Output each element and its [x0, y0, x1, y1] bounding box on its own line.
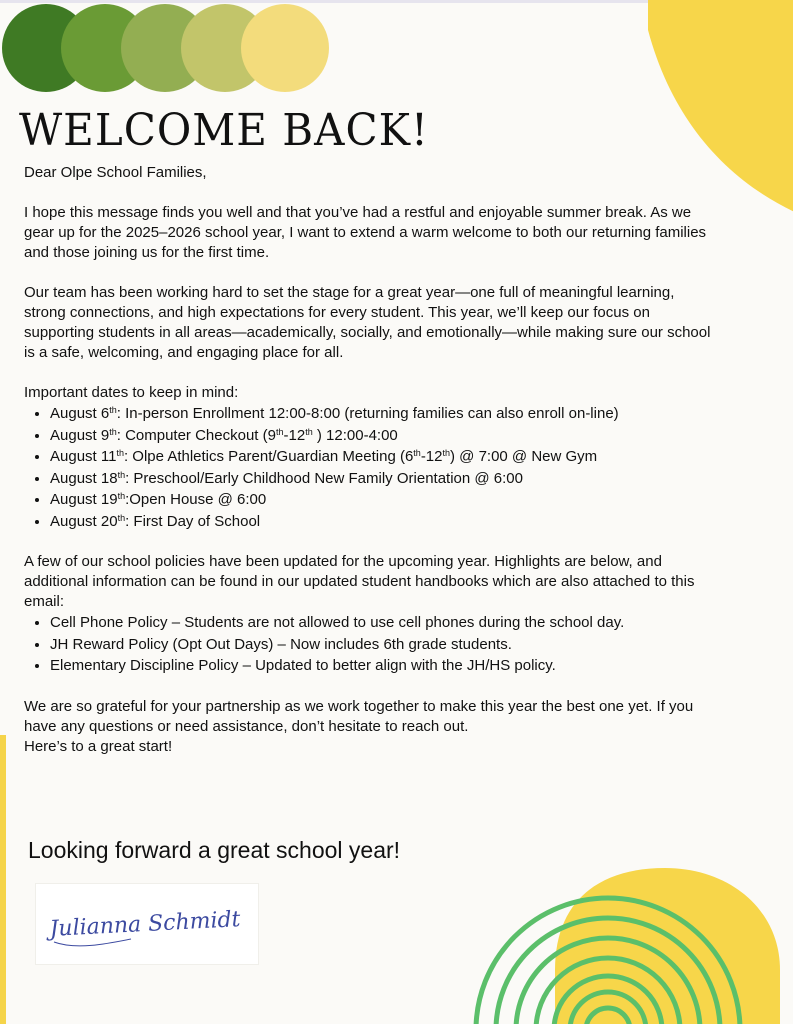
- yellow-arch: [555, 868, 780, 1024]
- great-start: Here’s to a great start!: [24, 737, 173, 755]
- signature-text: Julianna Schmidt: [49, 907, 242, 942]
- decorative-circles: [0, 0, 340, 100]
- policies-list: [24, 612, 714, 677]
- dates-list: [24, 403, 714, 532]
- date-item: • August 11th: Olpe Athletics Parent/Guardian Meeting (6th-12th) @ 7:00 @ New Gym: [50, 446, 714, 468]
- grateful-paragraph: We are so grateful for your partnership as we work together to make this year the best one yet. If you have any questions or need assistance, don’t hesitate to reach out.: [24, 697, 694, 735]
- team-paragraph: Our team has been working hard to set the stage for a great year—one full of meaningful learning, strong connections, and high expectations for every student. This year, we’ll keep our focus on supporting students in all areas—academically, socially, and emotionally—while making sure our school is a safe, welcoming, and engaging place for all.: [24, 284, 711, 361]
- intro-paragraph: I hope this message finds you well and that you’ve had a restful and enjoyable summer break. As we gear up for the 2025–2026 school year, I want to extend a warm welcome to both our returning families and those joining us for the first time.: [24, 204, 707, 261]
- left-yellow-edge: [0, 735, 6, 1024]
- dates-heading: Important dates to keep in mind:: [24, 384, 239, 401]
- policy-item: • Cell Phone Policy – Students are not allowed to use cell phones during the school day.: [50, 612, 714, 634]
- policy-item: • Elementary Discipline Policy – Updated to better align with the JH/HS policy.: [50, 655, 714, 677]
- date-item: • August 6th: In-person Enrollment 12:00-8:00 (returning families can also enroll on-line): [50, 403, 714, 425]
- bottom-right-arch-decoration: [460, 860, 780, 1024]
- closing-line: Looking forward a great school year!: [28, 837, 401, 863]
- date-item: • August 18th: Preschool/Early Childhood New Family Orientation @ 6:00: [50, 468, 714, 490]
- signature-image: [35, 883, 259, 965]
- policies-intro: A few of our school policies have been updated for the upcoming year. Highlights are below, and additional information can be found in our updated student handbooks which are also attached to this email:: [24, 553, 695, 610]
- policy-item: • JH Reward Policy (Opt Out Days) – Now includes 6th grade students.: [50, 634, 714, 656]
- date-item: • August 9th: Computer Checkout (9th-12th ) 12:00-4:00: [50, 425, 714, 447]
- date-item: • August 20th: First Day of School: [50, 511, 714, 533]
- date-item: • August 19th:Open House @ 6:00: [50, 489, 714, 511]
- greeting: Dear Olpe School Families,: [24, 164, 207, 181]
- letter-body: [24, 163, 714, 757]
- page-title: WELCOME BACK!: [19, 104, 429, 156]
- circle-5: [241, 4, 329, 92]
- signature-svg: [36, 884, 258, 964]
